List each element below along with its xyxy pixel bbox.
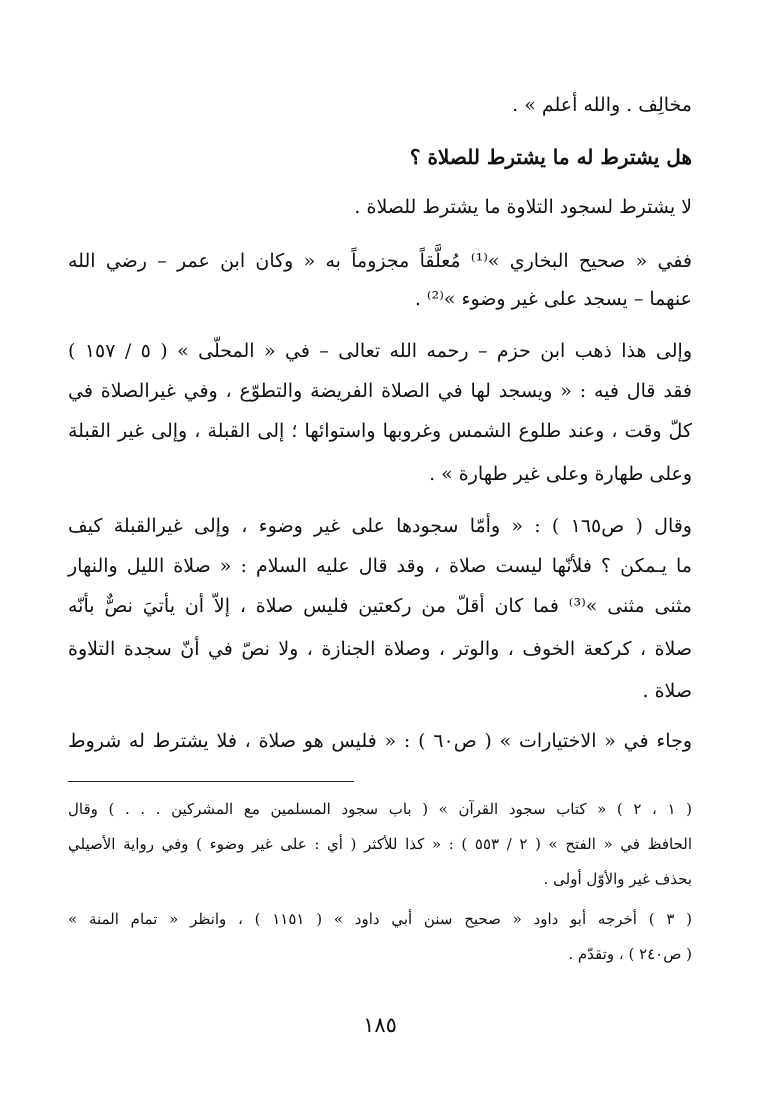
footnote-line: ( ٣ ) أخرجه أبو داود « صحيح سنن أبي داود » ( ١١٥١ ) ، وانظر « تمام المنة » (68, 910, 692, 928)
text-line: وقال ( ص١٦٥ ) : « وأمّا سجودها على غير وضوء ، وإلى غيرالقبلة كيف (68, 515, 692, 537)
footnote-line: ( ١ ، ٢ ) « كتاب سجود القرآن » ( باب سجود المسلمين مع المشركين . . . ) وقال (68, 800, 692, 818)
text-line: وعلى طهارة وعلى غير طهارة » . (429, 463, 692, 485)
footnote-separator (68, 781, 354, 782)
text-line: مثنى مثنى »⁽³⁾ فما كان أقلّ من ركعتين فليس صلاة ، إلاّ أن يأتيَ نصٌّ بأنّه (68, 595, 692, 617)
text-line: فقد قال فيه : « ويسجد لها في الصلاة الفريضة والتطوّع ، وفي غيرالصلاة في (68, 380, 692, 402)
section-heading: هل يشترط له ما يشترط للصلاة ؟ (409, 145, 692, 169)
text-line: مخالِف . والله أعلم » . (512, 94, 692, 116)
text-line: صلاة . (642, 680, 692, 702)
text-line: وجاء في « الاختيارات » ( ص٦٠ ) : « فليس هو صلاة ، فلا يشترط له شروط (68, 730, 692, 752)
text-line: ما يـمكن ؟ فلأنّها ليست صلاة ، وقد قال عليه السلام : « صلاة الليل والنهار (68, 555, 692, 577)
text-line: لا يشترط لسجود التلاوة ما يشترط للصلاة . (354, 196, 692, 218)
text-line: وإلى هذا ذهب ابن حزم – رحمه الله تعالى – في « المحلّى » ( ٥ / ١٥٧ ) (68, 340, 693, 362)
text-line: كلّ وقت ، وعند طلوع الشمس وغروبها واستوائها ؛ إلى القبلة ، وإلى غير القبلة (68, 420, 692, 442)
footnote-line: الحافظ في « الفتح » ( ٢ / ٥٥٣ ) : « كذا للأكثر ( أي : على غير وضوء ) وفي رواية الأصيلي (68, 835, 693, 853)
text-line: صلاة ، كركعة الخوف ، والوتر ، وصلاة الجنازة ، ولا نصّ في أنّ سجدة التلاوة (68, 638, 692, 660)
footnote-line: بحذف غير والأوّل أولى . (543, 870, 692, 888)
text-line: ففي « صحيح البخاري »⁽¹⁾ مُعلَّقاً مجزوماً به « وكان ابن عمر – رضي الله (68, 250, 693, 272)
footnote-line: ( ص٢٤٠ ) ، وتقدّم . (568, 945, 692, 963)
text-line: عنهما – يسجد على غير وضوء »⁽²⁾ . (414, 288, 692, 310)
page-number: ١٨٥ (363, 1013, 397, 1037)
